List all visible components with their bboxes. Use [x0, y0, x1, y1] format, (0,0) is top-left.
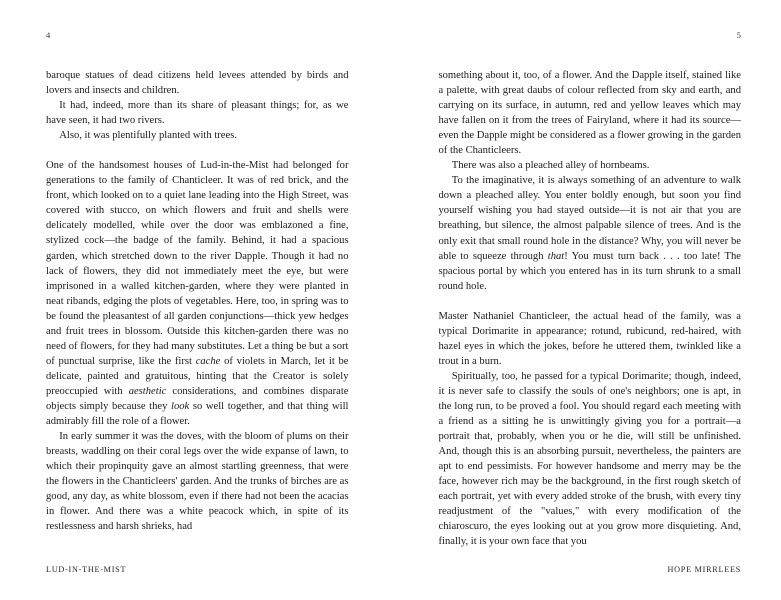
paragraph: It had, indeed, more than its share of pleasant things; for, as we have seen, it had two rivers. — [46, 100, 349, 127]
running-head-left: LUD-IN-THE-MIST — [46, 565, 127, 574]
right-page-textblock — [439, 68, 742, 549]
paragraph: Master Nathaniel Chanticleer, the actual head of the family, was a typical Dorimarite in appearance; rotund, rubicund, red-haired, with hazel eyes in which the jokes, before he uttered them, twinkled like a trout in a burn. — [438, 310, 741, 367]
paragraph: There was also a pleached alley of hornbeams. — [451, 160, 650, 172]
left-page-textblock — [46, 68, 349, 534]
paragraph: One of the handsomest houses of Lud-in-the-Mist had belonged for generations to the family of Chanticleer. It was of red brick, and the front, which looked on to a quiet lane leading into the High Street, was covered with stucco, on which flowers and fruit and shells were delicately modelled, while over the door was emblazoned a fine, stylized cock—the badge of the family. Behind, it had a spacious garden, which stretched down to the river Dapple. Though it had no lack of flowers, they did not immediately meet the eye, but were imprisoned in a walled kitchen-garden, where they were planted in neat ribands, edging the plots of vegetables. Here, too, in spring was to be found the pleasantest of all garden conjunctions—thick yew hedges and fruit trees in blossom. Outside this kitchen-garden there was no need of flowers, for they had many substitutes. Let a thing be but a sort of punctual surprise, like the first cache of violets in March, let it be delicate, painted and gratuitous, hinting that the Creator is solely preoccupied with aesthetic considerations, and combines disparate objects simply because they look so well together, and that thing will admirably fill the role of a flower. — [46, 160, 349, 428]
paragraph: baroque statues of dead citizens held levees attended by birds and lovers and insects and children. — [46, 70, 349, 97]
running-head-right: HOPE MIRRLEES — [667, 565, 741, 574]
paragraph: something about it, too, of a flower. And the Dapple itself, stained like a palette, with great daubs of colour reflected from sky and earth, and carrying on its surface, in autumn, red and yellow leaves which may have fallen on it from the trees of Fairyland, where it had its source—even the Dapple might be considered as a flower growing in the garden of the Chanticleers. — [438, 70, 741, 157]
paragraph-spacer — [439, 294, 742, 309]
paragraph: To the imaginative, it is always something of an adventure to walk down a pleached alley. You enter boldly enough, but soon you find yourself wishing you had stayed outside—it is not air that you are breathing, but silence, the almost palpable silence of trees. And is the only exit that small round hole in the distance? Why, you will never be able to squeeze through that! You must turn back . . . too late! The spacious portal by which you entered has in its turn shrunk to a small round hole. — [438, 175, 741, 292]
paragraph: Also, it was plentifully planted with trees. — [59, 130, 237, 142]
paragraph: Spiritually, too, he passed for a typical Dorimarite; though, indeed, it is never safe to classify the souls of one's neighbors; one is apt, in the long run, to be proved a fool. You should regard each meeting with a friend as a sitting he is unwittingly giving you for a portrait—a portrait that, probably, when you or he die, will still be unfinished. And, though this is an absorbing pursuit, nevertheless, the painters are apt to end pessimists. For however handsome and merry may be the face, however rich may be the background, in the first rough sketch of each portrait, yet with every added stroke of the brush, with every tiny readjustment of the "values," with every modification of the chiaroscuro, the eyes looking out at you grow more disquieting. And, finally, it is your own face that you — [438, 370, 741, 548]
page-number-right: 5 — [736, 30, 741, 40]
paragraph-spacer — [46, 143, 349, 158]
paragraph: In early summer it was the doves, with the bloom of plums on their breasts, waddling on their coral legs over the wide expanse of lawn, to which their propinquity gave an almost startling greenness, that were the flowers in the Chanticleers' garden. And the trunks of birches are as good, any day, as white blossom, even if there had not been the acacias in flower. And there was a white peacock which, in spite of its restlessness and harsh shrieks, had — [46, 431, 349, 533]
right-page — [391, 0, 781, 600]
page-number-left: 4 — [46, 30, 51, 40]
